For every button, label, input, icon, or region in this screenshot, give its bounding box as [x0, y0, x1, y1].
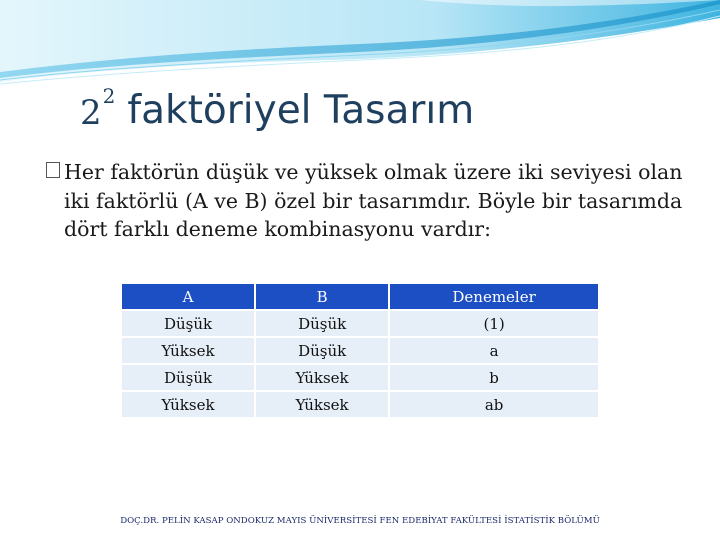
table-cell: (1): [390, 311, 598, 336]
table-row: [122, 338, 598, 363]
table-cell: a: [390, 338, 598, 363]
decorative-wave-banner: [0, 0, 720, 90]
table-row: [122, 311, 598, 336]
table-header-row: [122, 284, 598, 309]
footer-text: DOÇ.DR. PELİN KASAP ONDOKUZ MAYIS ÜNİVERSİTESİ FEN EDEBİYAT FAKÜLTESİ İSTATİSTİK BÖLÜMÜ: [120, 516, 600, 526]
bullet-paragraph: [46, 158, 686, 244]
table-cell: Yüksek: [256, 392, 388, 417]
table-cell: Düşük: [122, 365, 254, 390]
table-cell: Yüksek: [122, 338, 254, 363]
table-row: [122, 365, 598, 390]
table-cell: ab: [390, 392, 598, 417]
table-cell: Yüksek: [122, 392, 254, 417]
title-exponent: 2: [102, 84, 116, 108]
bullet-box-icon: [46, 162, 60, 178]
table-cell: Yüksek: [256, 365, 388, 390]
table-cell: Düşük: [256, 311, 388, 336]
header-a: A: [122, 284, 254, 309]
paragraph-text: Her faktörün düşük ve yüksek olmak üzere iki seviyesi olan iki faktörlü (A ve B) özel bir tasarımdır. Böyle bir tasarımda dört farklı deneme kombinasyonu vardır:: [64, 160, 683, 241]
table-row: [122, 392, 598, 417]
title-text: faktöriyel Tasarım: [127, 88, 475, 133]
slide-title: [80, 86, 474, 142]
factor-table: [120, 282, 600, 419]
title-base: 2: [80, 93, 102, 133]
header-denemeler: Denemeler: [390, 284, 598, 309]
header-b: B: [256, 284, 388, 309]
table-cell: Düşük: [122, 311, 254, 336]
table-cell: Düşük: [256, 338, 388, 363]
table-cell: b: [390, 365, 598, 390]
